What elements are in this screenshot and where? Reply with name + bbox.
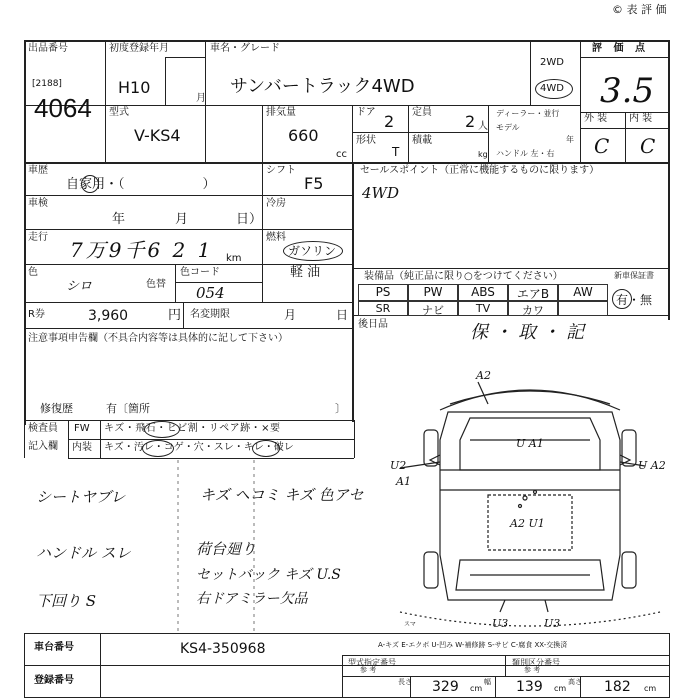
model-label: モデル [496,123,520,132]
fuel-light-oil: 軽 油 [290,265,321,280]
handwritten-note-1: シートヤブレ [36,488,126,506]
capacity-unit: 人 [478,121,488,132]
handwritten-note-6: 下回り S [36,592,97,610]
renewal-day: 日 [336,308,349,322]
width-unit: cm [554,684,567,693]
int-label: 内 装 [629,113,653,124]
shape-label: 形状 [356,135,376,146]
notes-label: 注意事項申告欄（不具合内容等は具体的に記して下さい） [28,333,288,344]
inspector-label-2: 記入欄 [28,441,58,452]
displacement-unit: cc [336,149,347,160]
int-grade: C [640,134,656,158]
handwritten-note-2: キズ ヘコミ キズ 色アセ [200,486,364,504]
capacity-label: 定員 [412,107,432,118]
height-value: 182 [604,679,631,695]
inspector-label: 検査員 [28,423,58,434]
lot-number: 4064 [34,93,92,123]
length-unit: cm [470,684,483,693]
width-value: 139 [516,679,543,695]
inspection-year: 年 [112,212,126,227]
corner-stamp: © 表 評 価 [612,3,667,16]
reg-label: 登録番号 [34,675,74,686]
handwritten-note-7: 右ドアミラー欠品 [196,591,308,607]
fuel-gasoline: ガソリン [288,244,337,258]
equipment-abs: ABS [458,284,508,301]
equipment-aw: AW [558,284,608,301]
mileage-label: 走行 [28,232,48,243]
color-change-label: 色替 [146,279,166,290]
handwritten-note-3: ハンドル スレ [36,544,131,562]
diagram-mark-1: A2 [476,369,491,382]
handwritten-note-5: セットバック キズ U.S [196,567,341,583]
model-year: 年 [566,135,574,144]
shift-label: シフト [266,165,296,176]
renewal-month: 月 [284,308,297,322]
rating-label: 評 価 点 [592,43,649,54]
rating-value: 3.5 [600,71,655,111]
diagram-mark-3: U2 [390,459,407,472]
color-code-label: 色コード [180,267,220,278]
shape-value: T [392,145,400,159]
equipment-airbag: エアB [508,284,558,301]
diagram-mark-2: U A1 [516,437,544,450]
repair-value: 有〔箇所 [106,402,150,415]
after-items-text: 保・取・記 [470,322,590,343]
type-label: 型式 [109,107,129,118]
doors-label: ドア [356,107,376,118]
warranty-value: 有・無 [616,293,653,307]
interior-label: 内装 [72,442,92,453]
repair-label: 修復歴 [40,402,73,415]
mileage-unit: km [226,253,242,264]
first-reg-era: H10 [118,78,151,97]
chassis-value: KS4-350968 [180,641,266,657]
displacement-value: 660 [288,126,319,145]
history-value: 自家用・（ ） [66,177,216,192]
doors-value: 2 [384,112,395,131]
height-unit: cm [644,684,657,693]
first-reg-label: 初度登録年月 [109,43,169,54]
repair-close: 〕 [335,402,346,415]
length-label: 長さ [398,678,412,686]
fw-label: FW [74,423,90,434]
renewal-label: 名変期限 [190,309,230,320]
diagram-mark-7: U3 [492,617,509,630]
inspection-month: 月 [175,212,189,227]
lot-code: [2188] [32,79,62,89]
handwritten-note-4: 荷台廻り [196,540,257,558]
shift-value: F5 [304,174,324,193]
after-items-label: 後日品 [358,319,388,330]
ext-label: 外 装 [584,113,608,124]
handle-label: ハンドル 左・右 [496,149,555,158]
equipment-sr: SR [358,301,408,316]
chassis-label: 車台番号 [34,642,74,653]
sales-points-text: 4WD [362,184,399,202]
color-value: シロ [66,279,93,294]
length-value: 329 [432,679,459,695]
equipment-tv: TV [458,301,508,316]
color-code-value: 054 [196,284,225,302]
diagram-mark-6: A2 U1 [510,517,545,530]
fuel-label: 燃料 [266,232,286,243]
model-name-label: 車名・グレード [210,43,280,54]
drive-2wd: 2WD [540,57,564,68]
height-label: 高さ [568,678,582,686]
diagram-mark-5: U A2 [638,459,666,472]
sales-points-label: セールスポイント（正常に機能するものに限ります） [360,165,600,176]
recycle-unit: 円 [168,308,182,323]
category-label: 類別区分番号 [512,658,560,667]
color-label: 色 [28,267,38,278]
type-designation-ref: 参 考 [360,666,377,674]
drive-4wd: 4WD [540,83,564,94]
dealer-label: ディーラー・並行 [496,109,560,118]
interior-items: キズ・汚レ・コゲ・穴・スレ・キレ・破レ [104,442,294,453]
fw-items: キズ・飛石・ヒビ割・リペア跡・×要 [104,423,281,434]
history-label: 車歴 [28,165,48,176]
type-value: V-KS4 [134,126,181,145]
equipment-leather: カワ [508,301,558,316]
width-label: 幅 [484,678,491,686]
category-ref: 参 考 [524,666,541,674]
inspection-day: 日） [236,212,263,227]
capacity-value: 2 [465,112,476,131]
equipment-ps: PS [358,284,408,301]
equipment-label: 装備品（純正品に限り○をつけてください） [364,271,563,282]
equipment-pw: PW [408,284,458,301]
load-label: 積載 [412,135,432,146]
recycle-label: R券 [28,309,45,320]
load-unit: kg [478,150,488,159]
type-designation-label: 型式指定番号 [348,658,396,667]
diagram-mark-8: U3 [544,617,561,630]
displacement-label: 排気量 [266,107,296,118]
lot-label: 出品番号 [28,43,68,54]
inspection-label: 車検 [28,198,48,209]
first-reg-month: 月 [196,93,206,104]
ac-label: 冷房 [266,198,286,209]
mileage-value: 7万9千6 2 1 [70,238,214,262]
warranty-label: 新車保証書 [614,271,654,280]
recycle-value: 3,960 [88,308,129,324]
ext-grade: C [594,134,610,158]
model-name: サンバートラック4WD [230,76,415,97]
equipment-navi: ナビ [408,301,458,316]
diagram-label-below: スマ [404,621,416,628]
diagram-mark-4: A1 [396,475,411,488]
damage-legend: A-キズ E-エクボ U-凹み W-補修跡 S-サビ C-腐食 XX-交換済 [378,641,568,649]
